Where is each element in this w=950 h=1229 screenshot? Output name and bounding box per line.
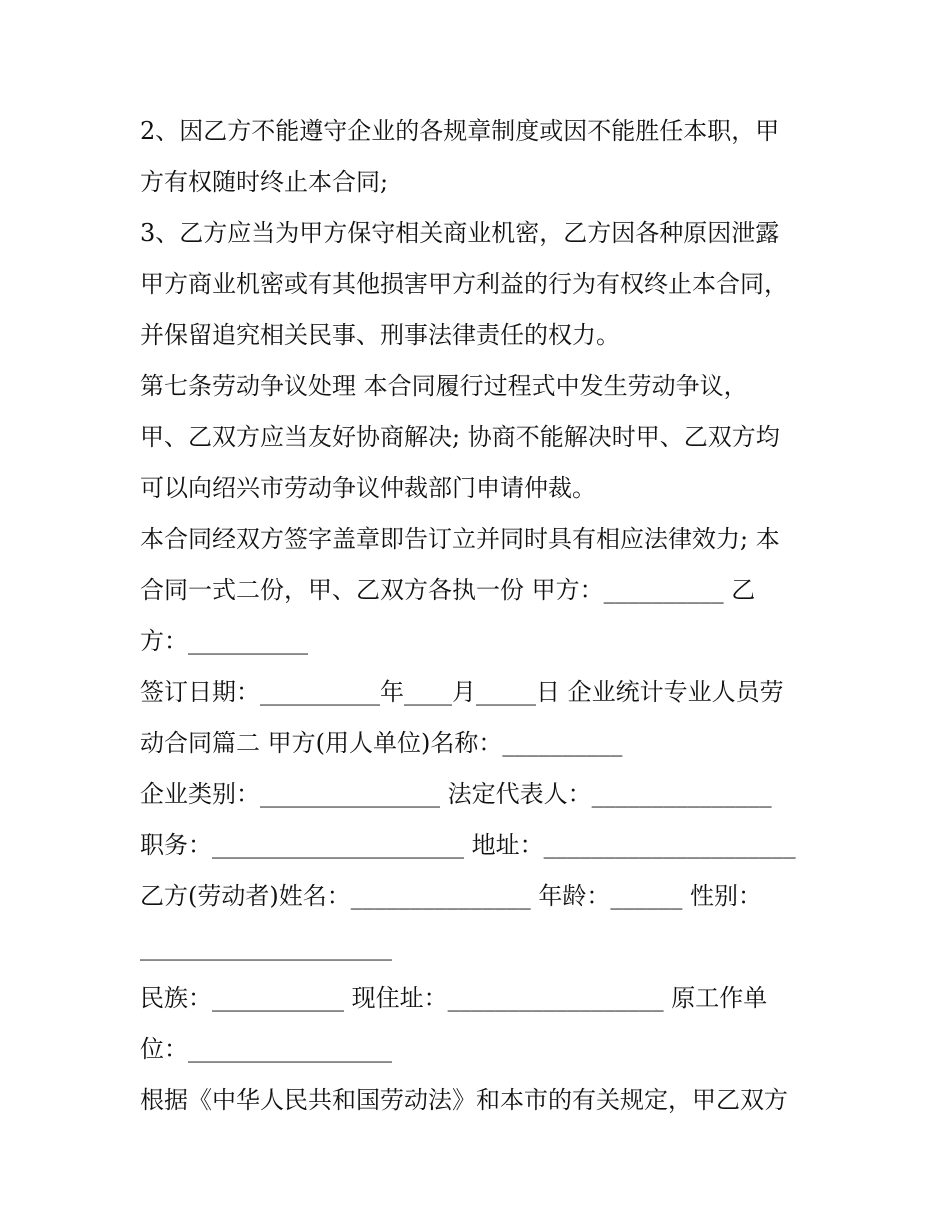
text-line: 企业类别：_______________ 法定代表人：_______________ [140, 780, 772, 808]
document-body [140, 106, 820, 1126]
text-line: 可以向绍兴市劳动争议仲裁部门申请仲裁。 [140, 474, 596, 502]
text-line: 3、乙方应当为甲方保守相关商业机密，乙方因各种原因泄露 [140, 219, 780, 247]
text-line: 民族：___________ 现住址：__________________ 原工作单 [140, 984, 768, 1012]
text-line: 2、因乙方不能遵守企业的各规章制度或因不能胜任本职，甲 [140, 117, 780, 145]
text-line: 甲方商业机密或有其他损害甲方利益的行为有权终止本合同， [140, 270, 788, 298]
text-line: 本合同经双方签字盖章即告订立并同时具有相应法律效力; 本 [140, 525, 780, 553]
text-line: 职务：_____________________ 地址：_____________________ [140, 831, 796, 859]
text-line: 方：__________ [140, 627, 308, 655]
text-line: _____________________ [140, 933, 392, 961]
text-line: 方有权随时终止本合同; [140, 168, 389, 196]
text-line: 合同一式二份，甲、乙双方各执一份 甲方：__________ 乙 [140, 576, 756, 604]
text-line: 根据《中华人民共和国劳动法》和本市的有关规定，甲乙双方 [140, 1086, 788, 1114]
text-line: 位：_________________ [140, 1035, 392, 1063]
text-line: 乙方(劳动者)姓名：_______________ 年龄：______ 性别： [140, 882, 762, 910]
text-line: 甲、乙双方应当友好协商解决; 协商不能解决时甲、乙双方均 [140, 423, 780, 451]
text-line: 动合同篇二 甲方(用人单位)名称：__________ [140, 729, 623, 757]
text-line: 并保留追究相关民事、刑事法律责任的权力。 [140, 321, 620, 349]
text-line: 签订日期：__________年____月_____日 企业统计专业人员劳 [140, 678, 784, 706]
text-line: 第七条劳动争议处理 本合同履行过程式中发生劳动争议， [140, 372, 748, 400]
